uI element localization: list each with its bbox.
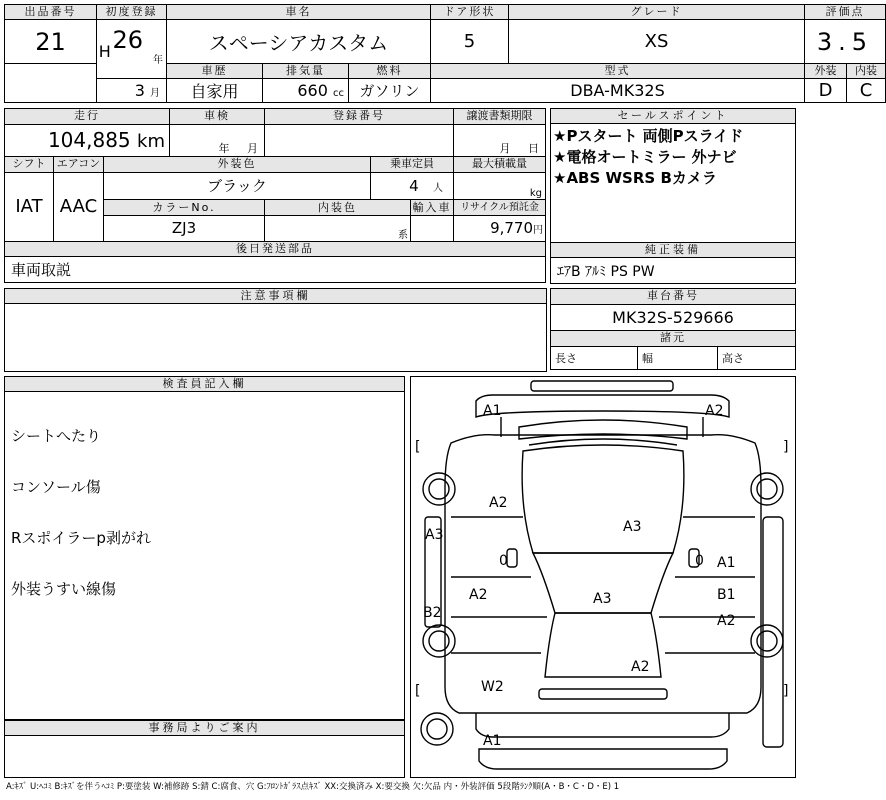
- transfer-cell: [454, 124, 546, 156]
- spare-wheel: [421, 713, 453, 745]
- capacity: 4: [409, 176, 419, 195]
- later-parts-label: 後日発送部品: [5, 241, 546, 257]
- top-strip: [531, 381, 673, 391]
- genuine-label: 純正装備: [551, 243, 795, 258]
- inspector-label: 検査員記入欄: [5, 377, 404, 392]
- damage-mark-front-right: A2: [705, 403, 724, 419]
- damage-mark-bottom: A1: [483, 733, 502, 749]
- displacement-cell: [263, 79, 349, 103]
- displacement-unit: cc: [333, 88, 344, 99]
- inspector-remark: Rスポイラーp剥がれ: [11, 529, 151, 547]
- office-box: [4, 720, 405, 778]
- capacity-unit: 人: [433, 182, 444, 194]
- damage-mark-right-rear: A2: [717, 613, 736, 629]
- damage-mark-left-mirror: 0: [499, 553, 508, 569]
- inspector-remark: シートへたり: [11, 427, 102, 445]
- inspector-remark: 外装うすい線傷: [11, 580, 117, 598]
- reg-no-label: 登録番号: [265, 109, 454, 125]
- first-reg-month: 3: [134, 81, 145, 100]
- reg-no: [265, 124, 454, 156]
- first-reg-label: 初度登録: [97, 5, 167, 20]
- sales-points-label: セールスポイント: [551, 109, 795, 124]
- fuel: ガソリン: [349, 79, 431, 103]
- inspection-cell: [170, 124, 265, 156]
- door-label: ドア形状: [431, 5, 509, 20]
- later-parts: 車両取説: [5, 257, 546, 283]
- shift: IAT: [5, 172, 54, 241]
- inspector-remarks: [5, 392, 404, 634]
- load-label: 最大積載量: [454, 156, 546, 172]
- mileage-cell: [5, 124, 170, 156]
- bracket-right-rear: ]: [783, 683, 789, 699]
- history: 自家用: [167, 79, 263, 103]
- transfer-day-unit: 日: [528, 141, 540, 155]
- damage-mark-right-door: B1: [717, 587, 736, 603]
- load-cell: [454, 172, 546, 200]
- bottom-strip: [479, 749, 727, 769]
- capacity-label: 乗車定員: [371, 156, 454, 172]
- first-reg-year-cell: [113, 20, 167, 64]
- inspector-remark: コンソール傷: [11, 478, 101, 496]
- color-label: 外装色: [104, 156, 371, 172]
- color-no: ZJ3: [104, 216, 265, 241]
- history-label: 車歴: [167, 64, 263, 79]
- mileage-unit: km: [137, 131, 165, 153]
- bracket-left-rear: [: [415, 683, 421, 699]
- damage-mark-right-mirror: 0: [695, 553, 704, 569]
- wheel-front-left: [423, 473, 455, 505]
- lot-blank: [5, 64, 97, 103]
- sales-points-box: [550, 108, 796, 243]
- shift-label: シフト: [5, 156, 54, 172]
- int-color-cell: [265, 216, 411, 241]
- header-table: [4, 4, 886, 103]
- inspection-label: 車検: [170, 109, 265, 125]
- recycle-cell: [454, 216, 546, 241]
- color: ブラック: [104, 172, 371, 200]
- wheel-front-right: [751, 473, 783, 505]
- displacement: 660: [297, 81, 328, 100]
- insp-year-unit: 年: [218, 141, 230, 155]
- office-text: [5, 736, 404, 740]
- month-unit: 月: [150, 88, 160, 99]
- damage-mark-rear-left: W2: [481, 679, 504, 695]
- damage-mark-front-left: A1: [483, 403, 502, 419]
- load-unit: kg: [529, 188, 543, 200]
- era: H: [97, 20, 113, 79]
- fuel-label: 燃料: [349, 64, 431, 79]
- damage-mark-left-front: A3: [425, 527, 444, 543]
- color-no-label: カラーNo.: [104, 200, 265, 216]
- first-reg-month-cell: [97, 79, 167, 103]
- capacity-cell: [371, 172, 454, 200]
- body-outline: [445, 435, 761, 713]
- bracket-right: ]: [783, 439, 789, 455]
- recycle-label: リサイクル預託金: [454, 200, 546, 216]
- chassis-label: 車台番号: [551, 289, 796, 305]
- grade: XS: [509, 20, 805, 64]
- damage-mark-bonnet: A2: [489, 495, 508, 511]
- import: [411, 216, 454, 241]
- wheel-rear-left: [423, 625, 455, 657]
- mileage-label: 走行: [5, 109, 170, 125]
- chassis-specs-table: [550, 288, 796, 370]
- first-reg-spacer: [113, 64, 167, 79]
- insp-month-unit: 月: [247, 141, 258, 155]
- genuine-equipment: ｴｱB ｱﾙﾐ PS PW: [557, 264, 655, 280]
- score: 3.5: [805, 20, 886, 64]
- first-reg-year: 26: [112, 26, 144, 54]
- inspector-box: [4, 376, 405, 720]
- damage-mark-center: A3: [593, 591, 612, 607]
- car-diagram-box: [410, 376, 796, 778]
- caution-label: 注意事項欄: [5, 289, 546, 304]
- damage-mark-rear: A2: [631, 659, 650, 675]
- width-label: 幅: [638, 346, 718, 369]
- model: DBA-MK32S: [431, 79, 805, 103]
- sales-point: ★Pスタート 両側Pスライド: [553, 127, 744, 145]
- legend: A:ｷｽﾞ U:ﾍｺﾐ B:ｷｽﾞを伴うﾍｺﾐ P:要塗装 W:補修跡 S:錆 C:腐食、穴 G:ﾌﾛﾝﾄｶﾞﾗｽ点ｷｽﾞ XX:交換済み X:要交換 欠:欠品 内・外装評価 5段階ﾗﾝｸ順(A・B・C・D・E) 1: [6, 782, 620, 792]
- exterior-grade: D: [805, 79, 847, 103]
- recycle: 9,770: [490, 219, 534, 238]
- import-label: 輸入車: [411, 200, 454, 216]
- interior-label: 内装: [847, 64, 886, 79]
- rear-strip: [539, 689, 667, 699]
- caution-text: [5, 304, 546, 308]
- sales-point: ★電格オートミラー 外ナビ: [553, 148, 737, 166]
- mileage: 104,885: [47, 128, 131, 153]
- caution-box: [4, 288, 547, 372]
- chassis-no: MK32S-529666: [551, 304, 796, 330]
- score-label: 評価点: [805, 5, 886, 20]
- damage-mark-roof: A3: [623, 519, 642, 535]
- damage-mark-left-rear: B2: [423, 605, 442, 621]
- ac-label: エアコン: [54, 156, 104, 172]
- height-label: 高さ: [718, 346, 796, 369]
- rear-bumper: [476, 713, 729, 737]
- year-unit: 年: [153, 54, 163, 66]
- car-name-label: 車名: [167, 5, 431, 20]
- doors: 5: [431, 20, 509, 64]
- exterior-label: 外装: [805, 64, 847, 79]
- office-label: 事務局よりご案内: [5, 721, 404, 736]
- bracket-left: [: [415, 439, 421, 455]
- roof: [522, 445, 684, 553]
- ac: AAC: [54, 172, 104, 241]
- sales-point: ★ABS WSRS Bカメラ: [553, 169, 717, 187]
- damage-mark-left-door: A2: [469, 587, 488, 603]
- windshield: [519, 420, 687, 439]
- lot-no: 21: [5, 20, 97, 64]
- car-diagram: [411, 377, 795, 777]
- transfer-label: 譲渡書類期限: [454, 109, 546, 125]
- vehicle-info-table: [4, 108, 546, 283]
- recycle-unit: 円: [533, 225, 544, 237]
- transfer-month-unit: 月: [499, 141, 511, 155]
- front-bumper: [476, 395, 729, 417]
- lot-no-label: 出品番号: [5, 5, 97, 20]
- displacement-label: 排気量: [263, 64, 349, 79]
- int-color-label: 内装色: [265, 200, 411, 216]
- grade-label: グレード: [509, 5, 805, 20]
- length-label: 長さ: [551, 346, 638, 369]
- sales-points-list: [551, 124, 795, 191]
- genuine-equipment-box: [550, 242, 796, 284]
- model-label: 型式: [431, 64, 805, 79]
- interior-grade: C: [847, 79, 886, 103]
- car-name: スペーシアカスタム: [167, 20, 431, 64]
- damage-mark-right-front: A1: [717, 555, 736, 571]
- specs-label: 諸元: [551, 330, 796, 346]
- int-color-unit: 系: [398, 229, 408, 241]
- wheel-rear-right: [751, 625, 783, 657]
